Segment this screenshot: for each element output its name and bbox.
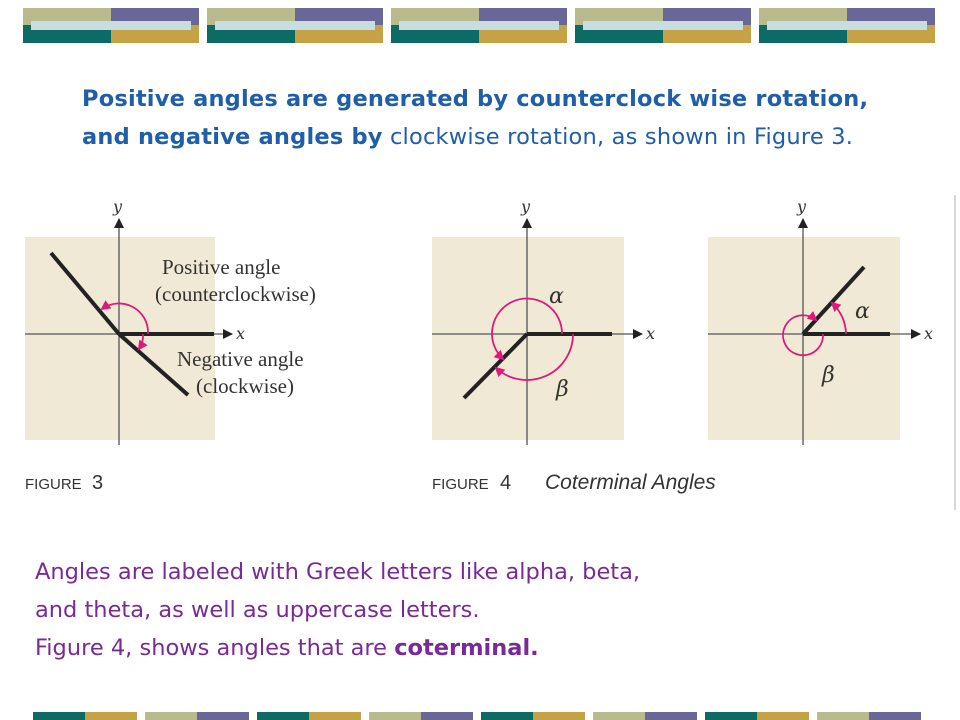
outro-line-1: Angles are labeled with Greek letters like alpha, beta, <box>35 559 641 585</box>
figure-4-caption-number: 4 <box>500 472 512 494</box>
x-axis-label: x <box>236 324 246 343</box>
x-axis-label: x <box>924 324 934 343</box>
figure-4-panel-a <box>432 197 655 445</box>
outro-line-3-text: Figure 4, shows angles that are <box>35 635 395 661</box>
figure-3-caption-number: 3 <box>92 472 104 494</box>
intro-bold-text: Positive angles are generated by counterclock wise rotation, and negative angles by <box>82 86 869 150</box>
y-axis-label: y <box>797 197 807 216</box>
y-axis-label: y <box>521 197 531 216</box>
figure-3-caption-word: FIGURE <box>25 476 82 493</box>
negative-angle-label-line1: Negative angle <box>177 347 304 371</box>
figure-4-panel-b <box>708 197 933 445</box>
figure-4-caption-word: FIGURE <box>432 476 489 493</box>
outro-line-2: and theta, as well as uppercase letters. <box>35 597 480 623</box>
figure-4-caption-title: Coterminal Angles <box>545 471 716 494</box>
figure-4b-background <box>708 237 900 440</box>
beta-label: β <box>822 363 835 388</box>
alpha-label: α <box>855 299 870 324</box>
positive-angle-label-line2: (counterclockwise) <box>155 282 316 306</box>
coterminal-term: coterminal. <box>394 635 539 661</box>
outro-line-3 <box>35 629 915 667</box>
intro-normal-text: clockwise rotation, as shown in Figure 3. <box>382 124 854 150</box>
y-axis-label: y <box>113 197 123 216</box>
x-axis-label: x <box>646 324 656 343</box>
figure-3 <box>25 197 316 494</box>
beta-label: β <box>556 377 569 402</box>
positive-angle-label-line1: Positive angle <box>162 255 281 279</box>
alpha-label: α <box>549 284 564 309</box>
figure-4-caption <box>432 471 716 494</box>
outro-paragraph <box>35 553 915 667</box>
figure-4a-background <box>432 237 624 440</box>
negative-angle-label-line2: (clockwise) <box>196 374 294 398</box>
